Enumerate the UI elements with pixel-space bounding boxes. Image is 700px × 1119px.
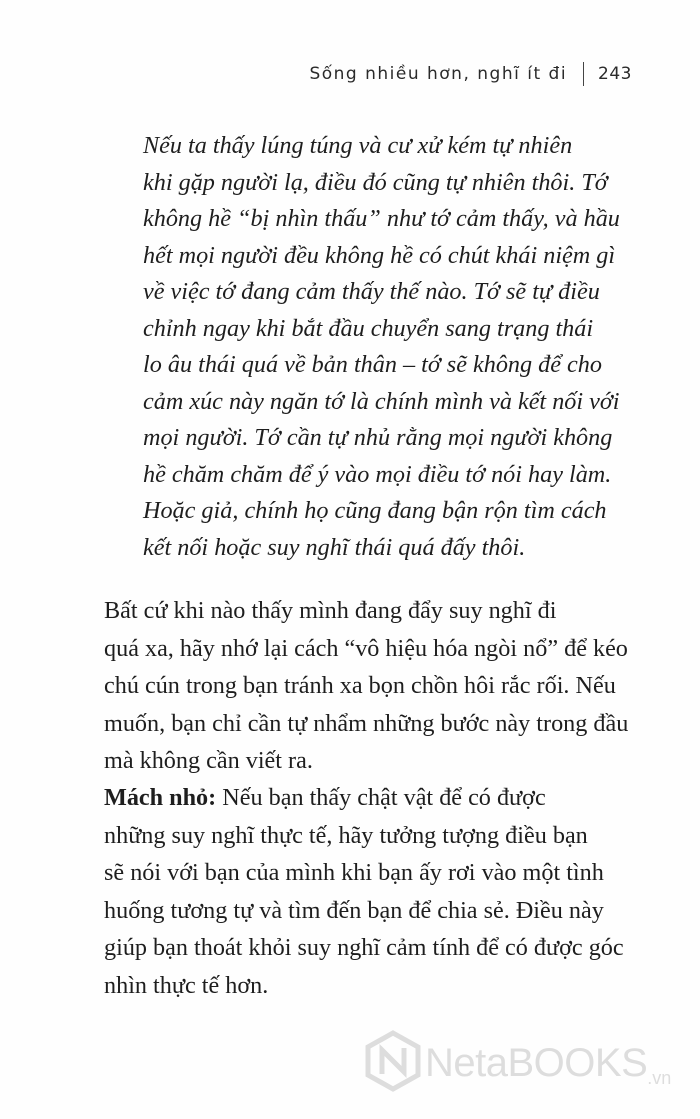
page-number: 243: [598, 64, 632, 84]
running-head-title: Sống nhiều hơn, nghĩ ít đi: [309, 64, 568, 84]
quote-line: mọi người. Tớ cần tự nhủ rằng mọi người không: [143, 424, 613, 451]
running-head: [309, 62, 632, 86]
italic-quote-block: [143, 128, 620, 566]
watermark-brand: NetaBOOKS: [425, 1041, 648, 1085]
quote-line: khi gặp người lạ, điều đó cũng tự nhiên thôi. Tớ: [143, 168, 608, 196]
paragraph-line: chú cún trong bạn tránh xa bọn chồn hôi rắc rối. Nếu: [104, 672, 616, 699]
tip-label: Mách nhỏ:: [104, 784, 217, 811]
quote-line: về việc tớ đang cảm thấy thế nào. Tớ sẽ tự điều: [143, 278, 600, 305]
running-head-divider: [583, 62, 584, 86]
quote-line: lo âu thái quá về bản thân – tớ sẽ không để cho: [143, 351, 602, 378]
paragraph-line: muốn, bạn chỉ cần tự nhẩm những bước này trong đầu: [104, 709, 629, 737]
quote-line: hết mọi người đều không hề có chút khái niệm gì: [143, 241, 616, 269]
paragraph-line: mà không cần viết ra.: [104, 747, 313, 774]
neta-n-logo-icon: [365, 1030, 421, 1097]
paragraph-line: những suy nghĩ thực tế, hãy tưởng tượng điều bạn: [104, 821, 588, 849]
quote-line: Hoặc giả, chính họ cũng đang bận rộn tìm cách: [143, 497, 607, 524]
tip-first-line: [104, 779, 624, 817]
watermark-suffix: .vn: [647, 1068, 672, 1088]
quote-line: chỉnh ngay khi bắt đầu chuyển sang trạng thái: [143, 314, 594, 342]
quote-line: cảm xúc này ngăn tớ là chính mình và kết nối với: [143, 387, 620, 415]
quote-line: Nếu ta thấy lúng túng và cư xử kém tự nhiên: [143, 132, 573, 159]
tip-paragraph: [104, 779, 624, 1004]
paragraph-line: nhìn thực tế hơn.: [104, 971, 269, 999]
watermark: [365, 1030, 671, 1097]
paragraph-line: sẽ nói với bạn của mình khi bạn ấy rơi vào một tình: [104, 859, 604, 886]
quote-line: không hề “bị nhìn thấu” như tớ cảm thấy, và hầu: [143, 205, 620, 232]
quote-line: hề chăm chăm để ý vào mọi điều tớ nói hay làm.: [143, 460, 612, 488]
paragraph-line: huống tương tự và tìm đến bạn để chia sẻ. Điều này: [104, 896, 604, 924]
tip-first-line-text: Nếu bạn thấy chật vật để có được: [216, 784, 546, 811]
paragraph-line: quá xa, hãy nhớ lại cách “vô hiệu hóa ngòi nổ” để kéo: [104, 634, 628, 662]
paragraph-line: giúp bạn thoát khỏi suy nghĩ cảm tính để có được góc: [104, 934, 624, 961]
body-paragraph-1: [104, 592, 629, 780]
paragraph-line: Bất cứ khi nào thấy mình đang đẩy suy nghĩ đi: [104, 597, 557, 624]
quote-line: kết nối hoặc suy nghĩ thái quá đấy thôi.: [143, 533, 526, 561]
